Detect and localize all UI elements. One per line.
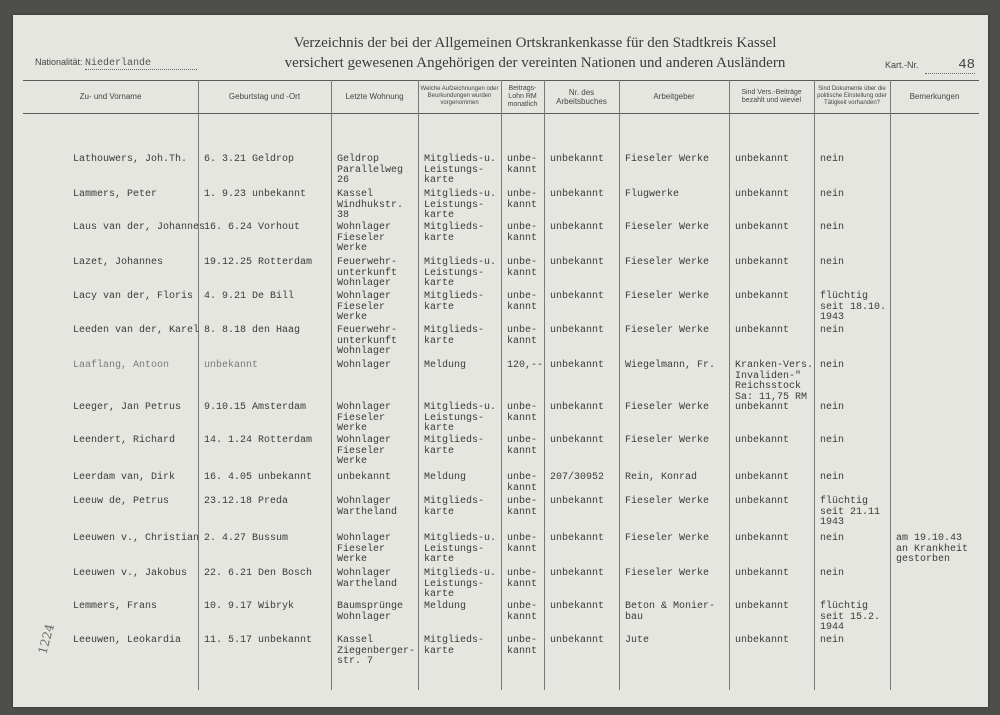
cell-name: Laaflang, Antoon xyxy=(73,360,170,371)
column-divider xyxy=(729,80,730,690)
cell-address: Kassel Ziegenberger- str. 7 xyxy=(337,635,416,667)
cell-address: Wohnlager Fieseler Werke xyxy=(337,222,392,254)
cell-wage: unbe- kannt xyxy=(507,496,538,518)
cell-employer: Beton & Monier- bau xyxy=(625,601,716,623)
cell-paid: Kranken-Vers. Invaliden-" Reichsstock Sa: 11,75 RM xyxy=(735,360,814,403)
cell-address: Wohnlager Wartheland xyxy=(337,568,398,590)
column-divider xyxy=(544,80,545,690)
cell-records: Mitglieds- karte xyxy=(424,222,485,244)
column-divider xyxy=(331,80,332,690)
cell-name: Lathouwers, Joh.Th. xyxy=(73,154,188,165)
cell-address: Wohnlager xyxy=(337,360,392,371)
cell-book: unbekannt xyxy=(550,601,605,612)
cell-address: Wohnlager Wartheland xyxy=(337,496,398,518)
cell-wage: unbe- kannt xyxy=(507,533,538,555)
cell-wage: unbe- kannt xyxy=(507,154,538,176)
cell-docs: nein xyxy=(820,435,845,446)
cell-name: Laus van der, Johannes xyxy=(73,222,206,233)
cell-name: Lammers, Peter xyxy=(73,189,158,200)
cell-paid: unbekannt xyxy=(735,325,790,336)
cell-book: 207/30952 xyxy=(550,472,605,483)
cell-employer: Fieseler Werke xyxy=(625,435,710,446)
cell-address: Baumsprünge Wohnlager xyxy=(337,601,404,623)
cell-paid: unbekannt xyxy=(735,222,790,233)
cell-address: Wohnlager Fieseler Werke xyxy=(337,291,392,323)
cell-docs: nein xyxy=(820,222,845,233)
cell-paid: unbekannt xyxy=(735,154,790,165)
column-header-address: Letzte Wohnung xyxy=(345,92,404,101)
cell-book: unbekannt xyxy=(550,325,605,336)
cell-docs: nein xyxy=(820,257,845,268)
title-line-1: Verzeichnis der bei der Allgemeinen Ortskrankenkasse für den Stadtkreis Kassel xyxy=(293,35,777,51)
cell-paid: unbekannt xyxy=(735,435,790,446)
column-divider xyxy=(890,80,891,690)
cell-wage: unbe- kannt xyxy=(507,472,538,494)
column-header-docs: Sind Dokumente über die politische Einstellung oder Tätigkeit vorhanden? xyxy=(817,86,887,106)
cell-paid: unbekannt xyxy=(735,402,790,413)
column-header-remarks: Bemerkungen xyxy=(909,92,960,101)
cell-address: Geldrop Parallelweg 26 xyxy=(337,154,404,186)
cell-records: Meldung xyxy=(424,360,467,371)
cell-birth: 11. 5.17 unbekannt xyxy=(204,635,313,646)
cell-address: unbekannt xyxy=(337,472,392,483)
cell-paid: unbekannt xyxy=(735,496,790,507)
cell-book: unbekannt xyxy=(550,533,605,544)
cell-book: unbekannt xyxy=(550,291,605,302)
margin-handwritten-note: 1224 xyxy=(35,622,57,656)
cell-docs: nein xyxy=(820,472,845,483)
nationality-field xyxy=(35,57,197,70)
cell-address: Feuerwehr- unterkunft Wohnlager xyxy=(337,325,398,357)
cell-wage: unbe- kannt xyxy=(507,601,538,623)
cell-wage: unbe- kannt xyxy=(507,635,538,657)
cell-name: Leendert, Richard xyxy=(73,435,176,446)
cell-employer: Rein, Konrad xyxy=(625,472,698,483)
column-header-wage: Beitrags-Lohn RM monatlich xyxy=(507,84,538,108)
cell-book: unbekannt xyxy=(550,189,605,200)
cell-employer: Wiegelmann, Fr. xyxy=(625,360,716,371)
cell-address: Wohnlager Fieseler Werke xyxy=(337,435,392,467)
cell-employer: Fieseler Werke xyxy=(625,533,710,544)
cell-paid: unbekannt xyxy=(735,533,790,544)
cell-birth: 14. 1.24 Rotterdam xyxy=(204,435,313,446)
cell-birth: 1. 9.23 unbekannt xyxy=(204,189,307,200)
cell-birth: 16. 6.24 Vorhout xyxy=(204,222,301,233)
cell-records: Meldung xyxy=(424,601,467,612)
cell-records: Mitglieds-u. Leistungs- karte xyxy=(424,533,497,565)
cell-birth: unbekannt xyxy=(204,360,259,371)
cell-employer: Fieseler Werke xyxy=(625,496,710,507)
cell-book: unbekannt xyxy=(550,360,605,371)
cell-records: Mitglieds- karte xyxy=(424,635,485,657)
cell-records: Mitglieds- karte xyxy=(424,291,485,313)
card-number-label: Kart.-Nr. xyxy=(885,60,919,70)
cell-records: Mitglieds- karte xyxy=(424,435,485,457)
cell-docs: nein xyxy=(820,360,845,371)
cell-address: Kassel Windhukstr. 38 xyxy=(337,189,404,221)
cell-paid: unbekannt xyxy=(735,257,790,268)
cell-docs: flüchtig seit 18.10. 1943 xyxy=(820,291,887,323)
cell-records: Mitglieds- karte xyxy=(424,496,485,518)
cell-name: Lemmers, Frans xyxy=(73,601,158,612)
column-header-name: Zu- und Vorname xyxy=(79,92,142,101)
cell-docs: flüchtig seit 21.11 1943 xyxy=(820,496,881,528)
cell-birth: 19.12.25 Rotterdam xyxy=(204,257,313,268)
cell-employer: Fieseler Werke xyxy=(625,154,710,165)
cell-name: Lacy van der, Floris xyxy=(73,291,194,302)
column-divider xyxy=(619,80,620,690)
cell-book: unbekannt xyxy=(550,257,605,268)
cell-book: unbekannt xyxy=(550,635,605,646)
cell-records: Mitglieds-u. Leistungs- karte xyxy=(424,257,497,289)
title-line-2: versichert gewesenen Angehörigen der vereinten Nationen und anderen Ausländern xyxy=(284,55,786,71)
cell-remarks: am 19.10.43 an Krankheit gestorben xyxy=(896,533,969,565)
cell-wage: unbe- kannt xyxy=(507,291,538,313)
cell-docs: nein xyxy=(820,154,845,165)
cell-book: unbekannt xyxy=(550,435,605,446)
cell-name: Lazet, Johannes xyxy=(73,257,164,268)
cell-wage: unbe- kannt xyxy=(507,257,538,279)
cell-employer: Jute xyxy=(625,635,650,646)
cell-birth: 2. 4.27 Bussum xyxy=(204,533,289,544)
cell-birth: 22. 6.21 Den Bosch xyxy=(204,568,313,579)
cell-wage: unbe- kannt xyxy=(507,325,538,347)
cell-birth: 9.10.15 Amsterdam xyxy=(204,402,307,413)
cell-employer: Fieseler Werke xyxy=(625,568,710,579)
cell-employer: Flugwerke xyxy=(625,189,680,200)
cell-birth: 4. 9.21 De Bill xyxy=(204,291,295,302)
cell-wage: unbe- kannt xyxy=(507,189,538,211)
column-header-paid: Sind Vers.-Beiträge bezahlt und wieviel xyxy=(741,88,802,104)
column-header-records: Welche Aufzeichnungen oder Beurkundungen wurden vorgenommen xyxy=(420,86,499,106)
cell-docs: nein xyxy=(820,402,845,413)
cell-book: unbekannt xyxy=(550,568,605,579)
cell-employer: Fieseler Werke xyxy=(625,291,710,302)
cell-name: Leerdam van, Dirk xyxy=(73,472,176,483)
column-divider xyxy=(501,80,502,690)
cell-book: unbekannt xyxy=(550,496,605,507)
cell-docs: nein xyxy=(820,533,845,544)
cell-docs: nein xyxy=(820,568,845,579)
cell-paid: unbekannt xyxy=(735,189,790,200)
nationality-label: Nationalität: xyxy=(35,57,83,67)
cell-paid: unbekannt xyxy=(735,568,790,579)
cell-paid: unbekannt xyxy=(735,601,790,612)
cell-wage: unbe- kannt xyxy=(507,402,538,424)
cell-paid: unbekannt xyxy=(735,635,790,646)
cell-book: unbekannt xyxy=(550,222,605,233)
cell-book: unbekannt xyxy=(550,154,605,165)
cell-paid: unbekannt xyxy=(735,472,790,483)
column-header-employer: Arbeitgeber xyxy=(653,92,695,101)
cell-docs: flüchtig seit 15.2. 1944 xyxy=(820,601,881,633)
cell-name: Leeden van der, Karel xyxy=(73,325,200,336)
column-header-book: Nr. des Arbeitsbuches xyxy=(556,87,607,106)
cell-docs: nein xyxy=(820,635,845,646)
cell-records: Mitglieds-u. Leistungs- karte xyxy=(424,189,497,221)
cell-employer: Fieseler Werke xyxy=(625,402,710,413)
cell-address: Feuerwehr- unterkunft Wohnlager xyxy=(337,257,398,289)
cell-employer: Fieseler Werke xyxy=(625,222,710,233)
cell-name: Leeuw de, Petrus xyxy=(73,496,170,507)
cell-wage: unbe- kannt xyxy=(507,568,538,590)
cell-name: Leeger, Jan Petrus xyxy=(73,402,182,413)
cell-employer: Fieseler Werke xyxy=(625,325,710,336)
cell-records: Mitglieds-u. Leistungs- karte xyxy=(424,154,497,186)
column-divider xyxy=(198,80,199,690)
column-header-birth: Geburtstag und -Ort xyxy=(228,92,301,101)
column-divider xyxy=(814,80,815,690)
cell-name: Leeuwen v., Jakobus xyxy=(73,568,188,579)
cell-name: Leeuwen, Leokardia xyxy=(73,635,182,646)
cell-records: Mitglieds-u. Leistungs- karte xyxy=(424,568,497,600)
column-divider xyxy=(418,80,419,690)
cell-docs: nein xyxy=(820,325,845,336)
document-sheet xyxy=(13,15,988,707)
cell-wage: unbe- kannt xyxy=(507,435,538,457)
cell-records: Meldung xyxy=(424,472,467,483)
cell-records: Mitglieds-u. Leistungs- karte xyxy=(424,402,497,434)
cell-docs: nein xyxy=(820,189,845,200)
cell-birth: 8. 8.18 den Haag xyxy=(204,325,301,336)
cell-employer: Fieseler Werke xyxy=(625,257,710,268)
card-number-field xyxy=(885,57,975,74)
cell-birth: 16. 4.05 unbekannt xyxy=(204,472,313,483)
cell-name: Leeuwen v., Christian xyxy=(73,533,200,544)
cell-book: unbekannt xyxy=(550,402,605,413)
cell-birth: 23.12.18 Preda xyxy=(204,496,289,507)
cell-address: Wohnlager Fieseler Werke xyxy=(337,533,392,565)
cell-paid: unbekannt xyxy=(735,291,790,302)
nationality-value: Niederlande xyxy=(85,58,197,70)
cell-birth: 10. 9.17 Wibryk xyxy=(204,601,295,612)
card-number-value: 48 xyxy=(925,57,975,74)
cell-address: Wohnlager Fieseler Werke xyxy=(337,402,392,434)
cell-records: Mitglieds- karte xyxy=(424,325,485,347)
cell-wage: unbe- kannt xyxy=(507,222,538,244)
cell-birth: 6. 3.21 Geldrop xyxy=(204,154,295,165)
cell-wage: 120,-- xyxy=(507,360,544,371)
